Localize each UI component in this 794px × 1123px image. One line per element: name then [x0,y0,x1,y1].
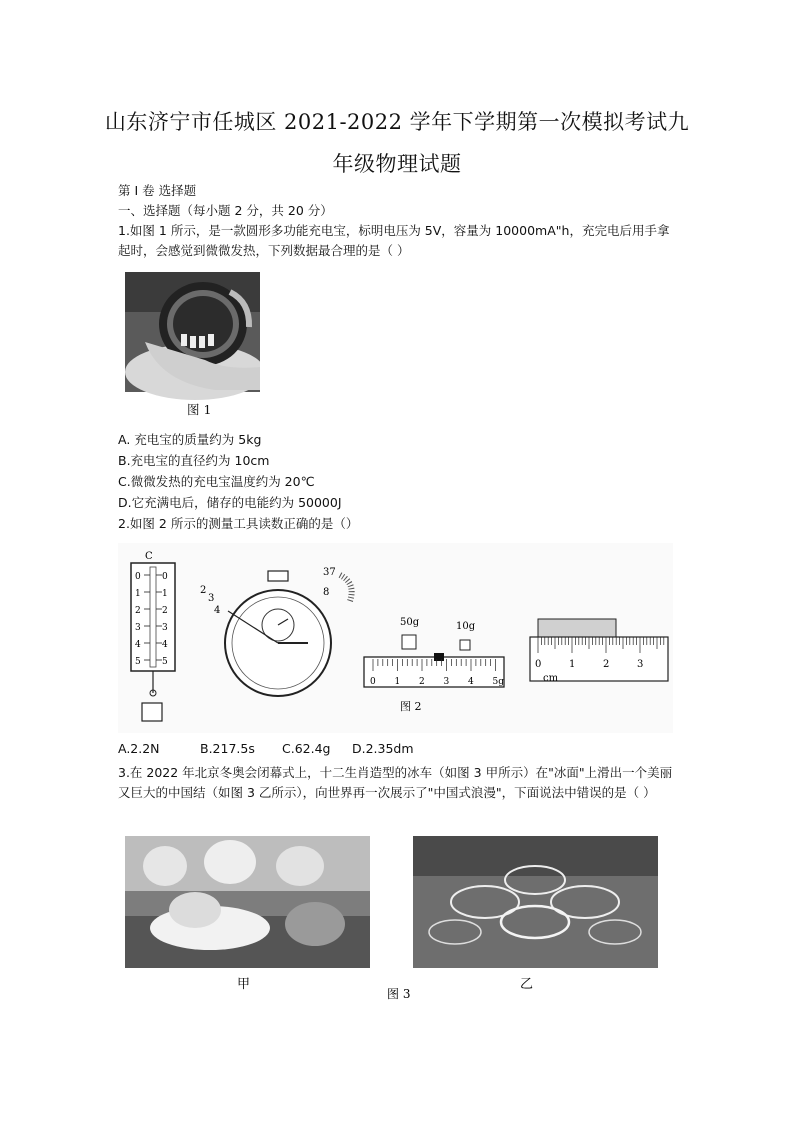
balance-tick-label: 0 [370,677,376,687]
q1-option-b: B.充电宝的直径约为 10cm [118,453,270,468]
q2-option-d: D.2.35dm [352,741,414,756]
figure-3-caption: 图 3 [387,987,411,1001]
spring-scale-tick-label: 1 [135,589,141,599]
spring-scale-tick-label: 4 [162,640,168,650]
ruler-unit: cm [543,673,559,684]
weight-10g-label: 10g [456,621,476,632]
stopwatch-label: 3 [208,593,215,604]
figure-3-label-right: 乙 [520,977,534,992]
figure-2-caption: 图 2 [400,700,422,713]
q1-option-c: C.微微发热的充电宝温度约为 20℃ [118,474,315,489]
q3-stem: 3.在 2022 年北京冬奥会闭幕式上，十二生肖造型的冰车（如图 3 甲所示）在"冰面"上滑出一个美丽又巨大的中国结（如图 3 乙所示），向世界再一次展示了"中国式浪漫"，下面说法中错误的是（ ） [118,765,673,800]
stopwatch-label: 8 [323,587,330,598]
photo-ice-cart [125,836,370,968]
spring-scale-tick-label: 1 [162,589,168,599]
photo-chinese-knot [413,836,658,968]
figure-1-power-bank-photo [125,272,260,420]
stopwatch-label: 4 [214,605,221,616]
stopwatch-label: 2 [200,585,207,596]
spring-scale-tick-label: 2 [162,606,168,616]
spring-scale-tick-label: 0 [162,572,168,582]
q2-options [118,741,414,756]
q1-option-d: D.它充满电后，储存的电能约为 50000J [118,495,342,510]
q2-stem: 2.如图 2 所示的测量工具读数正确的是（） [118,516,359,531]
balance-tick-label: 2 [419,677,425,687]
q1-stem: 1.如图 1 所示，是一款圆形多功能充电宝，标明电压为 5V，容量为 10000mA"h，充完电后用手拿起时，会感觉到微微发热，下列数据最合理的是（ ） [118,223,670,258]
exam-title-line2: 年级物理试题 [332,152,462,176]
balance-tick-label: 4 [468,677,474,687]
q1-option-a: A. 充电宝的质量约为 5kg [118,432,262,447]
spring-scale-tick-label: 2 [135,606,141,616]
figure-3-photos [125,836,670,1006]
q2-option-a: A.2.2N [118,741,160,756]
stopwatch-label: 37 [323,567,336,578]
balance-tick-label: 3 [443,677,450,687]
figure-1-caption: 图 1 [187,402,212,417]
q2-option-b: B.217.5s [200,741,255,756]
volume-heading: 第 I 卷 选择题 [118,183,197,198]
spring-scale-tick-label: 0 [135,572,141,582]
spring-scale-tick-label: 4 [135,640,141,650]
part-heading: 一、选择题（每小题 2 分，共 20 分） [118,203,333,218]
balance-tick-label: 1 [394,677,401,687]
exam-title-line1: 山东济宁市任城区 2021-2022 学年下学期第一次模拟考试九 [104,110,690,134]
spring-scale-tick-label: 5 [135,657,141,667]
balance-tick-label: 5g [492,677,504,687]
figure-3-label-left: 甲 [237,977,251,992]
weight-50g-label: 50g [400,617,420,628]
ruler-tick-label: 3 [637,659,644,670]
ruler-tick-label: 2 [603,659,610,670]
figure-2-measuring-tools [118,543,673,733]
ruler-tick-label: 0 [535,659,542,670]
spring-scale-top-mark: C [145,551,153,562]
spring-scale-tick-label: 5 [162,657,168,667]
spring-scale-tick-label: 3 [162,623,168,633]
spring-scale-tick-label: 3 [135,623,141,633]
q2-option-c: C.62.4g [282,741,331,756]
ruler-tick-label: 1 [569,659,576,670]
